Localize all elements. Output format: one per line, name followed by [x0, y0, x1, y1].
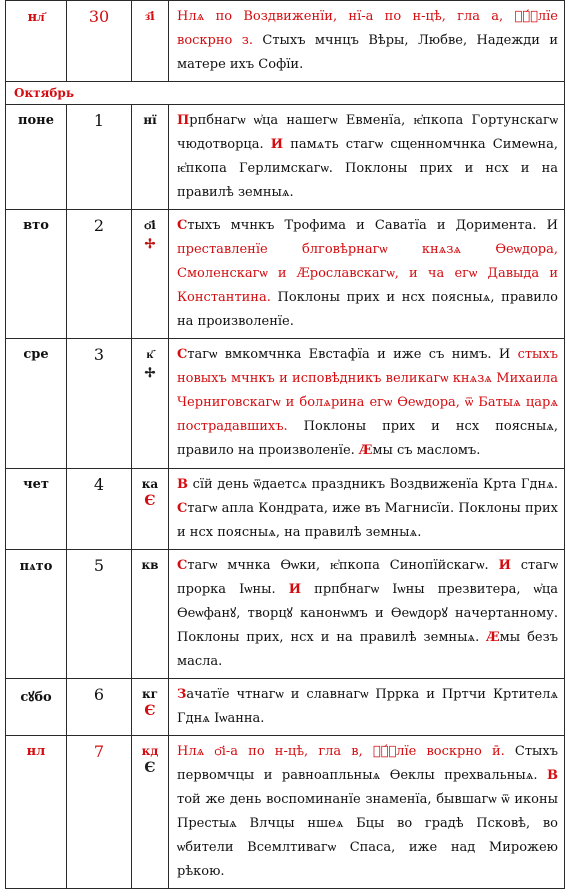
weekday-cell: нл — [6, 736, 67, 889]
weekday-cell: вто — [6, 210, 67, 339]
service-text: рпбнагѡ ѡ҆ца нашегѡ Евменїа, ѥ҆пкопа Гортунскагѡ чюдотворца. — [177, 113, 558, 152]
service-text-cell — [169, 105, 565, 210]
month-heading — [6, 82, 565, 105]
date-cell: 2 — [67, 210, 132, 339]
sign-cell: кг Є — [132, 679, 169, 736]
initial-letter: С — [177, 347, 188, 362]
service-text: тагѡ вмкомчнка Евстафїа и иже съ нимъ. И — [187, 347, 518, 362]
service-text-cell — [169, 469, 565, 550]
date-cell: 4 — [67, 469, 132, 550]
table-row — [6, 1, 565, 82]
sign-cell: кд Є — [132, 736, 169, 889]
service-text: прпбнагѡ Іѡны презвитера, ѡ҆ца Ѳеѡфанꙋ, творцꙋ канонѡмъ и Ѳеѡдорꙋ начертанному. Поклоны прих, нсх и на правилѣ земныѧ. — [177, 582, 558, 645]
service-text-cell — [169, 550, 565, 679]
date-cell: 1 — [67, 105, 132, 210]
service-text: Поклоны прих и нсх поясныѧ, правило на произволенїе. — [177, 290, 558, 329]
service-sign-icon: Є — [144, 760, 156, 776]
table-row — [6, 679, 565, 736]
weekday-cell: чет — [6, 469, 67, 550]
sign-cell: з҃і — [132, 1, 169, 82]
feast-title: Нлѧ по Воздвиженїи, нї-а по н-цѣ, гла а, ѡ҆́ⷢлїе воскрно з. — [177, 9, 558, 48]
initial-letter: В — [177, 477, 188, 492]
initial-letter: И — [498, 558, 511, 573]
service-text-cell — [169, 1, 565, 82]
service-text-cell — [169, 679, 565, 736]
service-text: той же день воспоминанїе знаменїа, бывшагѡ ѿ иконы Престыѧ Влчцы ншеѧ Бцы во градѣ Псковѣ, во ѡбители Всемлтивагѡ Спаса, иже над Мирожею рѣкою. — [177, 792, 558, 879]
service-text: мы съ масломъ. — [372, 443, 481, 458]
date-cell: 5 — [67, 550, 132, 679]
date-cell: 6 — [67, 679, 132, 736]
typikon-page — [5, 0, 565, 889]
sign-cell: кв — [132, 550, 169, 679]
service-text: тагѡ мчнка Ѳѡки, ѥ҆пкопа Синопїйскагѡ. — [187, 558, 499, 573]
initial-letter: З — [177, 687, 187, 702]
service-text-red: преставленїе блговѣрнагѡ кнѧзѧ Ѳеѡдора, Смоленскагѡ и Ӕрославскагѡ, и ча егѡ Давыда и Константина. — [177, 242, 558, 305]
sign-cell: к҃ ✢ — [132, 339, 169, 469]
initial-letter: И — [288, 582, 302, 597]
weekday-cell: сꙋбо — [6, 679, 67, 736]
initial-letter: В — [547, 768, 558, 783]
date-cell: 7 — [67, 736, 132, 889]
service-text: Поклоны прих и нсх поясныѧ, правило на произволенїе. — [177, 419, 558, 458]
service-text: тагѡ апла Кондрата, иже въ Магнисїи. Поклоны прих и нсх поясныѧ, на правилѣ земныѧ. — [177, 501, 558, 540]
cross-icon: ✢ — [144, 366, 156, 381]
table-row — [6, 105, 565, 210]
table-row — [6, 550, 565, 679]
cross-icon: ✢ — [144, 237, 156, 252]
initial-letter: П — [177, 113, 190, 128]
service-text: сїй день ѿдаетсѧ праздникъ Воздвиженїа Крта Гднѧ. — [188, 477, 558, 492]
weekday-cell: пѧто — [6, 550, 67, 679]
feast-title: Нлѧ ѻ҃і-а по н-цѣ, гла в, ѡ҆́ⷢлїе воскрно ӣ. — [177, 744, 515, 759]
month-heading-text: Октябрь — [14, 86, 74, 100]
service-text-cell — [169, 210, 565, 339]
service-text-red: стыхъ новыхъ мчнкъ и исповѣдникъ великагѡ кнѧзѧ Михаила Черниговскагѡ и болѧрина егѡ Ѳеѡдора, ѿ Батыѧ царѧ пострадавшихъ. — [177, 347, 558, 434]
weekday-cell: поне — [6, 105, 67, 210]
service-text-cell — [169, 339, 565, 469]
service-sign-icon: Є — [144, 493, 156, 509]
initial-letter: С — [177, 558, 188, 573]
service-text-cell — [169, 736, 565, 889]
service-text: тыхъ мчнкъ Трофима и Саватїа и Доримента. И — [187, 218, 558, 233]
table-row — [6, 339, 565, 469]
service-text: Стыхъ первомчцы и равноапльныѧ Ѳеклы прехвальныѧ. — [177, 744, 558, 783]
service-text: памѧть стагѡ сщенномчнка Симеѡна, ѥ҆пкопа Герлимскагѡ. Поклоны прих и нсх и на правилѣ земныѧ. — [177, 137, 558, 200]
initial-letter: С — [177, 218, 188, 233]
service-text: мы безъ масла. — [177, 630, 558, 669]
sign-cell: ѻ҃і ✢ — [132, 210, 169, 339]
sign-cell: нї — [132, 105, 169, 210]
month-heading-row — [6, 82, 565, 105]
date-cell: 30 — [67, 1, 132, 82]
service-text: ачатїе чтнагѡ и славнагѡ Прркa и Пртчи Кртителѧ Гднѧ Іѡанна. — [177, 687, 558, 726]
calendar-table — [5, 0, 565, 889]
initial-letter: Ӕ — [486, 630, 500, 645]
service-sign-icon: Є — [144, 703, 156, 719]
sign-cell: ка Є — [132, 469, 169, 550]
weekday-cell: нл҃ — [6, 1, 67, 82]
initial-letter: Ӕ — [358, 443, 373, 458]
table-row — [6, 469, 565, 550]
service-text: стагѡ прорка Іѡны. — [177, 558, 559, 597]
table-row — [6, 210, 565, 339]
service-text: Стыхъ мчнцъ Вѣры, Любве, Надежди и матере ихъ Софїи. — [177, 33, 558, 72]
date-cell: 3 — [67, 339, 132, 469]
table-row — [6, 736, 565, 889]
initial-letter: И — [270, 137, 284, 152]
initial-letter: С — [177, 501, 188, 516]
weekday-cell: сре — [6, 339, 67, 469]
